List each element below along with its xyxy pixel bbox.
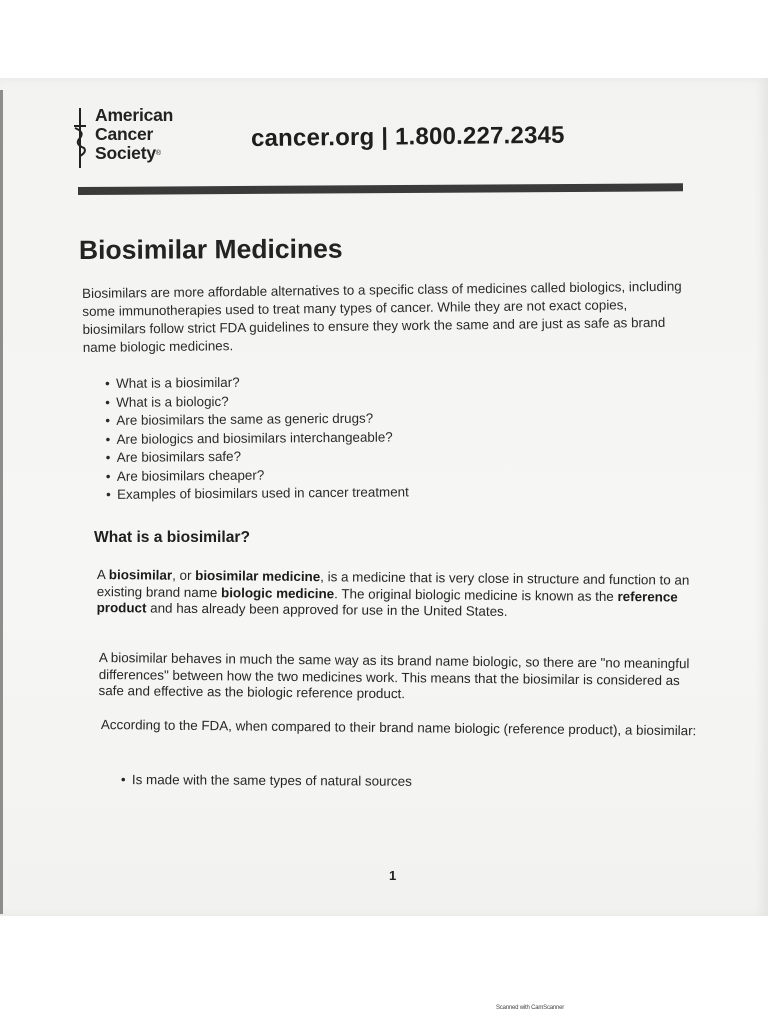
toc-item[interactable]: • Examples of biosimilars used in cancer treatment <box>105 483 409 504</box>
fda-paragraph: According to the FDA, when compared to their brand name biologic (reference product), a biosimilar: <box>100 717 697 739</box>
toc-item[interactable]: • What is a biosimilar? <box>104 372 408 393</box>
sword-snake-logo-icon <box>72 108 90 170</box>
toc-item[interactable]: • Are biologics and biosimilars interchangeable? <box>104 428 408 449</box>
registered-mark-icon: ® <box>155 150 161 157</box>
text-run: A <box>96 567 109 583</box>
text-run: , or <box>172 567 196 583</box>
logo-line-3-text: Society <box>95 143 156 163</box>
bold-term: biosimilar <box>108 567 173 583</box>
toc-item[interactable]: • Are biosimilars the same as generic drugs? <box>104 409 408 430</box>
page-edge-shadow <box>0 90 3 914</box>
page-title: Biosimilar Medicines <box>78 233 343 265</box>
toc-item[interactable]: • Are biosimilars safe? <box>105 446 409 467</box>
fda-criteria-list <box>121 772 412 789</box>
contact-info: cancer.org | 1.800.227.2345 <box>250 121 565 152</box>
definition-paragraph <box>97 567 697 622</box>
intro-paragraph: Biosimilars are more affordable alternatives to a specific class of medicines called biologics, including some immunotherapies used to treat many types of cancer. While they are not exact copies, biosimilars follow strict FDA guidelines to ensure they work the same and are just as safe as brand name biologic medicines. <box>82 278 682 355</box>
text-run: . The original biologic medicine is known as the <box>334 585 618 604</box>
bold-term: biologic medicine <box>221 584 335 601</box>
acs-logo <box>72 106 202 172</box>
behavior-paragraph: A biosimilar behaves in much the same way as its brand name biologic, so there are "no meaningful differences" between how the two medicines work. This means that the biosimilar is considered as safe and effective as the biologic reference product. <box>98 650 690 702</box>
page-number: 1 <box>389 868 397 883</box>
logo-line-3 <box>95 144 173 163</box>
toc-item[interactable]: • Are biosimilars cheaper? <box>105 465 409 486</box>
bold-term: biosimilar medicine <box>195 567 321 585</box>
table-of-contents <box>104 372 409 504</box>
logo-wordmark <box>95 106 173 163</box>
logo-line-2: Cancer <box>95 124 154 144</box>
logo-line-1: American <box>95 105 174 125</box>
section-heading: What is a biosimilar? <box>94 529 250 546</box>
toc-item[interactable]: • What is a biologic? <box>104 391 408 412</box>
list-item: • Is made with the same types of natural sources <box>121 772 412 789</box>
bold-term: reference product <box>96 588 678 616</box>
text-run: and has already been approved for use in the United States. <box>146 600 508 619</box>
text-run: , is a medicine that is very close in structure and function to an existing brand name <box>96 569 690 600</box>
scanner-watermark: Scanned with CamScanner <box>496 1005 565 1011</box>
